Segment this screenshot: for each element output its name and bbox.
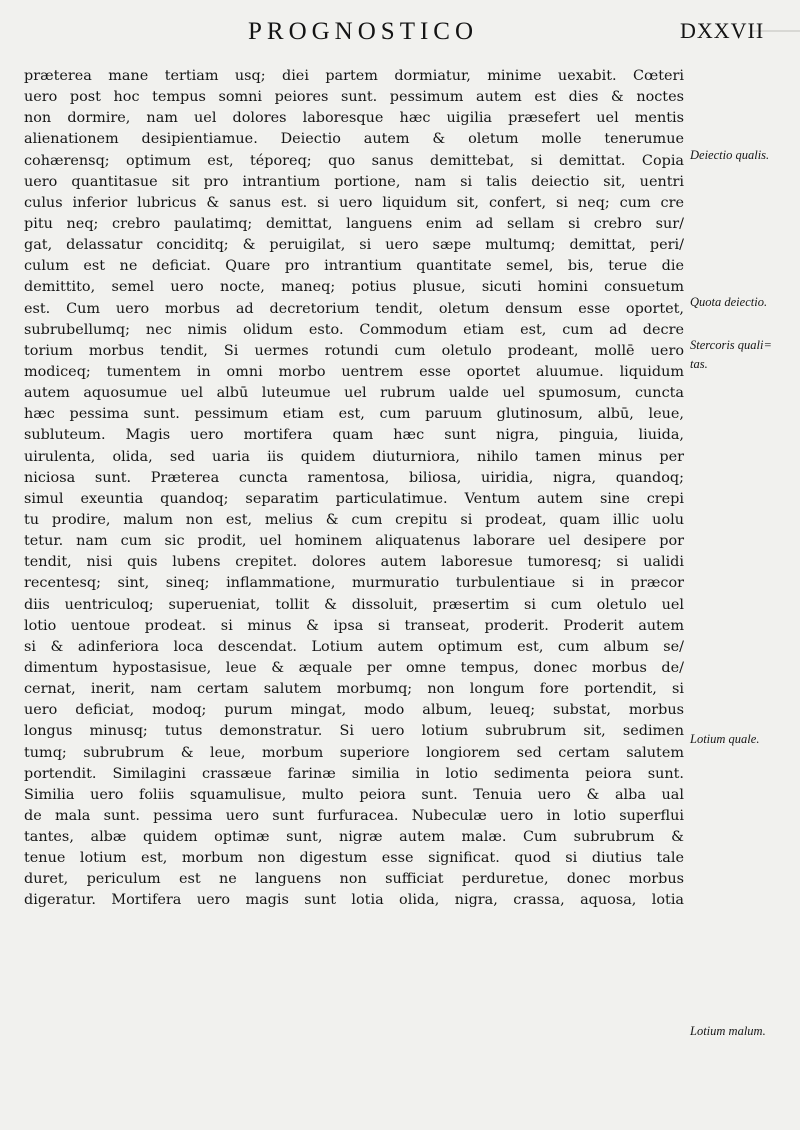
text-line: dimentum hypostasisue, leue & æquale per omne tempus, donec morbus de/	[24, 659, 684, 676]
margin-note-lotium-malum: Lotium malum.	[690, 1024, 766, 1038]
text-line: culum est ne deficiat. Quare pro intrantium quantitate semel, bis, terue die	[24, 258, 684, 275]
text-line: demittito, semel uero nocte, maneq; potius plusue, sicuti homini consuetum	[24, 279, 684, 296]
text-line: est. Cum uero morbus ad decretorium tendit, oletum densum esse oportet,	[24, 300, 684, 317]
text-line: lotio uentoue prodeat. si minus & ipsa si transeat, proderit. Proderit autem	[24, 617, 684, 634]
text-line: tenue lotium est, morbum non digestum esse significat. quod si diutius tale	[24, 850, 684, 867]
text-line: autem aquosumue uel albū luteumue uel rubrum ualde uel spumosum, cuncta	[24, 385, 684, 402]
text-line: subluteum. Magis uero mortifera quam hæc sunt nigra, pinguia, liuida,	[24, 427, 684, 444]
text-line: simul exeuntia quandoq; separatim particulatimue. Ventum autem sine crepi	[24, 490, 684, 507]
text-line: diis uentriculoq; superueniat, tollit & dissoluit, præsertim si cum oletulo uel	[24, 596, 684, 613]
margin-note-lotium-quale: Lotium quale.	[690, 732, 760, 746]
text-line: gat, delassatur conciditq; & peruigilat, si uero sæpe multumq; demittat, peri/	[24, 237, 684, 254]
text-line: cohærensq; optimum est, téporeq; quo sanus demittebat, si demittat. Copia	[24, 152, 684, 169]
text-line: tumq; subrubrum & leue, morbum superiore longiorem sed certam salutem	[24, 744, 684, 761]
text-line: niciosa sunt. Præterea cuncta ramentosa, biliosa, uiridia, nigra, quandoq;	[24, 469, 684, 486]
folio-number: DXXVII	[680, 18, 765, 43]
text-line: uero quantitasue sit pro intrantium portione, nam si talis deiectio sit, uentri	[24, 173, 684, 190]
margin-note-quota-deiectio: Quota deiectio.	[690, 295, 768, 309]
text-line: præterea mane tertiam usq; diei partem dormiatur, minime uexabit. Cœteri	[24, 68, 684, 84]
text-line: si & adinferiora loca descendat. Lotium autem optimum est, cum album se/	[24, 638, 684, 655]
text-line: subrubellumq; nec nimis olidum esto. Commodum etiam est, cum ad decre	[24, 321, 684, 338]
text-line: uero deficiat, modoq; purum mingat, modo album, leueq; substat, morbus	[24, 702, 684, 719]
text-line: tetur. nam cum sic prodit, uel hominem aliquatenus laborare uel desipere por	[24, 533, 684, 550]
text-line: tendit, nisi quis lubens crepitet. dolores autem laboresue tumoresq; si ualidi	[24, 554, 684, 571]
running-title: PROGNOSTICO	[248, 18, 479, 45]
text-line: duret, periculum est ne languens non sufficiat perduretue, donec morbus	[24, 871, 684, 888]
text-line: digeratur. Mortifera uero magis sunt lotia olida, nigra, crassa, aquosa, lotia	[24, 892, 684, 909]
text-line: cernat, inerit, nam certam salutem morbumq; non longum fore portendit, si	[24, 681, 684, 698]
text-line: Similia uero foliis squamulisue, multo peiora sunt. Tenuia uero & alba ual	[24, 786, 684, 803]
text-line: pitu neq; crebro paulatimq; demittat, languens enim ad sellam si crebro sur/	[24, 215, 684, 232]
text-line: alienationem desipientiamue. Deiectio autem & oletum molle tenerumue	[24, 131, 684, 148]
text-line: tu prodire, malum non est, melius & cum crepitu si prodeat, quam illic uolu	[24, 511, 684, 528]
margin-note-stercoris-qualitas: Stercoris quali=	[690, 338, 772, 352]
main-text-column	[24, 66, 684, 912]
page-header	[0, 14, 800, 48]
text-line: uero post hoc tempus somni peiores sunt. pessimum autem est dies & noctes	[24, 89, 684, 106]
text-line: hæc pessima sunt. pessimum etiam est, cum paruum glutinosum, albū, leue,	[24, 406, 684, 423]
text-line: culus inferior lubricus & sanus est. si uero liquidum sit, confert, si neq; cum cre	[24, 194, 684, 211]
margin-note-stercoris-qualitas-cont: tas.	[690, 357, 708, 371]
text-line: de mala sunt. pessima uero sunt furfuracea. Nubeculæ uero in lotio superflui	[24, 807, 684, 824]
text-line: tantes, albæ quidem optimæ sunt, nigræ autem malæ. Cum subrubrum &	[24, 829, 684, 846]
margin-note-deiectio-qualis: Deiectio qualis.	[690, 148, 770, 162]
text-line: uirulenta, olida, sed uaria iis quidem diuturniora, nihilo tamen minus per	[24, 448, 684, 465]
text-line: torium morbus tendit, Si uermes rotundi cum oletulo prodeant, mollē uero	[24, 342, 684, 359]
text-line: portendit. Similagini crassæue farinæ similia in lotio sedimenta peiora sunt.	[24, 765, 684, 782]
text-line: non dormire, nam uel dolores laboresque hæc uigilia præsefert uel mentis	[24, 110, 684, 127]
text-line: modiceq; tumentem in omni morbo uentrem esse oportet aluumue. liquidum	[24, 363, 684, 380]
text-line: recentesq; sint, sineq; inflammatione, murmuratio turbulentiaue si in præcor	[24, 575, 684, 592]
text-line: longus minusq; tutus demonstratur. Si uero lotium subrubrum sit, sedimen	[24, 723, 684, 740]
